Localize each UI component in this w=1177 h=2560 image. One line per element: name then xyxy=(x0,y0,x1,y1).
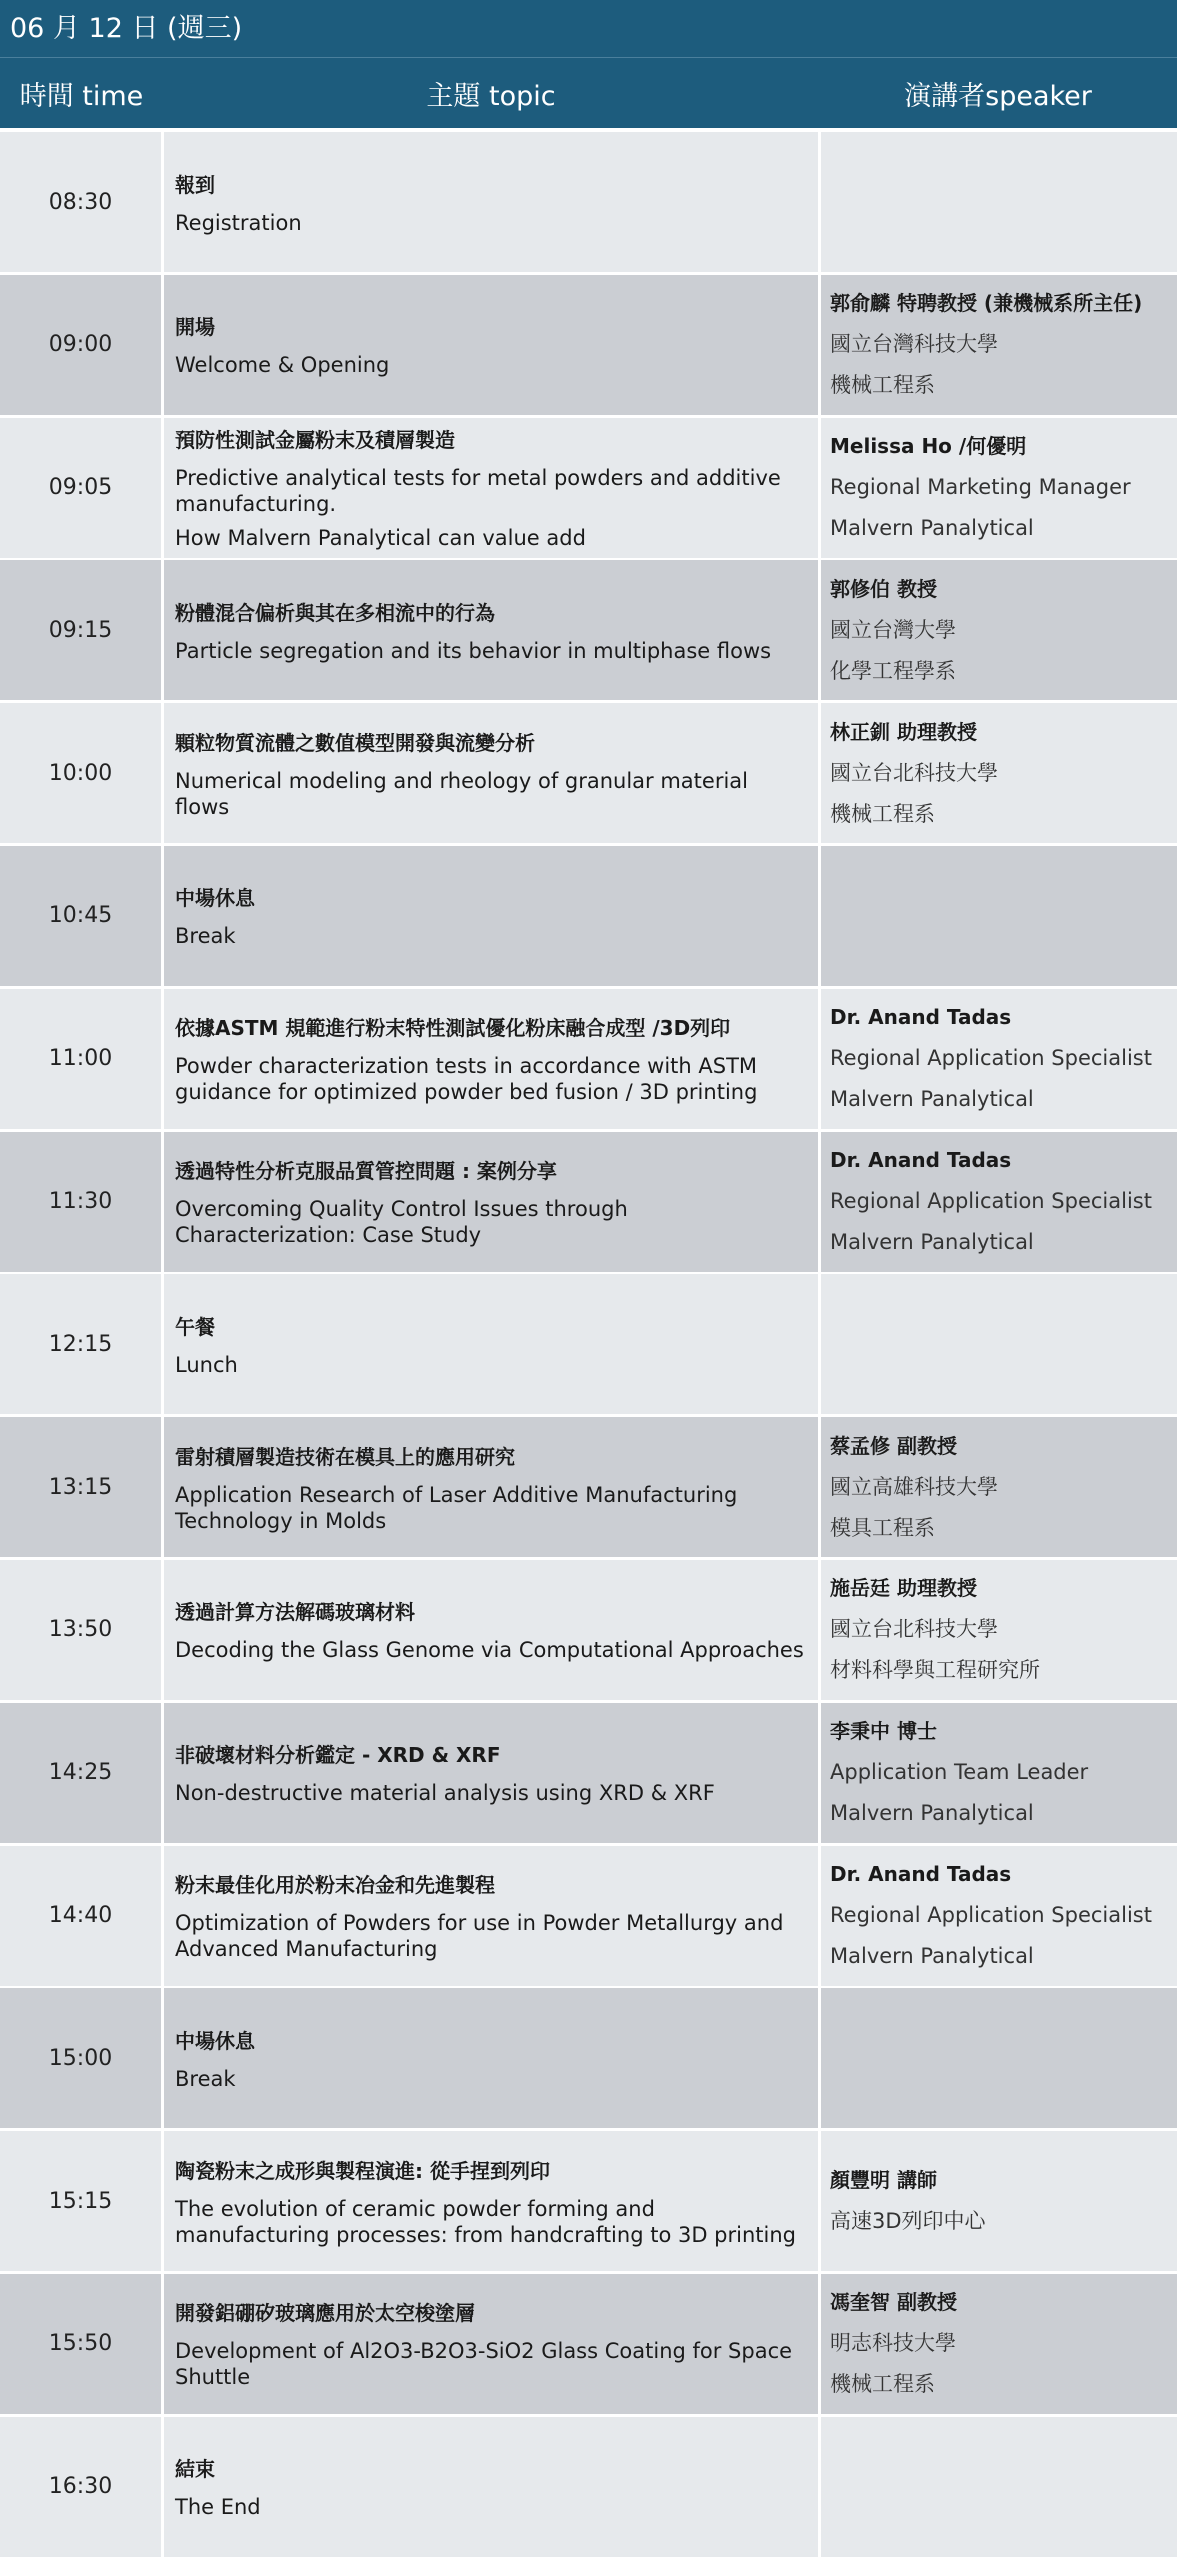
topic-cell xyxy=(164,2131,818,2271)
speaker-affiliation: Regional Application Specialist xyxy=(830,1189,1152,1214)
speaker-cell xyxy=(821,1560,1177,1700)
speaker-department: 機械工程系 xyxy=(830,801,935,826)
topic-chinese: 顆粒物質流體之數值模型開發與流變分析 xyxy=(175,730,535,755)
speaker-name: Dr. Anand Tadas xyxy=(830,1862,1012,1887)
session-time: 11:00 xyxy=(48,1046,113,1072)
speaker-department: 材料科學與工程研究所 xyxy=(830,1658,1040,1683)
table-row xyxy=(0,989,1177,1129)
speaker-name: 郭修伯 教授 xyxy=(830,576,937,601)
topic-cell xyxy=(164,1274,818,1414)
topic-english: Development of Al2O3-B2O3-SiO2 Glass Coating for Space Shuttle xyxy=(175,2339,793,2390)
time-cell xyxy=(0,846,161,986)
topic-chinese: 依據ASTM 規範進行粉末特性測試優化粉床融合成型 /3D列印 xyxy=(175,1016,731,1041)
topic-chinese: 結束 xyxy=(175,2457,215,2482)
table-row xyxy=(0,2417,1177,2557)
topic-chinese: 午餐 xyxy=(175,1314,215,1339)
topic-cell xyxy=(164,1988,818,2128)
topic-english: Particle segregation and its behavior in multiphase flows xyxy=(175,638,772,663)
speaker-affiliation: 國立台灣科技大學 xyxy=(830,332,998,357)
topic-chinese: 粉體混合偏析與其在多相流中的行為 xyxy=(175,600,495,625)
speaker-affiliation: 高速3D列印中心 xyxy=(830,2209,986,2234)
topic-english: Break xyxy=(175,2066,236,2091)
topic-english: Application Research of Laser Additive Manufacturing Technology in Molds xyxy=(175,1482,738,1533)
topic-english: Optimization of Powders for use in Powder Metallurgy and Advanced Manufacturing xyxy=(175,1911,784,1962)
session-time: 09:00 xyxy=(48,332,113,358)
speaker-department: Malvern Panalytical xyxy=(830,1087,1034,1112)
speaker-affiliation: 明志科技大學 xyxy=(830,2331,956,2356)
table-row xyxy=(0,2274,1177,2414)
topic-cell xyxy=(164,2417,818,2557)
session-time: 12:15 xyxy=(48,1331,113,1357)
topic-english: Overcoming Quality Control Issues through Characterization: Case Study xyxy=(175,1197,628,1248)
speaker-cell xyxy=(821,2417,1177,2557)
time-cell xyxy=(0,1988,161,2128)
table-row xyxy=(0,1132,1177,1272)
topic-chinese: 陶瓷粉末之成形與製程演進: 從手捏到列印 xyxy=(175,2158,550,2183)
speaker-department: Malvern Panalytical xyxy=(830,516,1034,541)
topic-english: The evolution of ceramic powder forming and manufacturing processes: from handcrafting to 3D printing xyxy=(175,2196,796,2247)
speaker-department: 模具工程系 xyxy=(830,1515,935,1540)
session-time: 10:45 xyxy=(48,903,113,929)
topic-chinese: 透過計算方法解碼玻璃材料 xyxy=(175,1600,415,1625)
topic-cell xyxy=(164,1846,818,1986)
topic-cell xyxy=(164,1417,818,1557)
header-speaker: 演講者speaker xyxy=(904,80,1092,112)
topic-cell xyxy=(164,275,818,415)
topic-cell xyxy=(164,1560,818,1700)
speaker-cell xyxy=(821,1988,1177,2128)
time-cell xyxy=(0,1703,161,1843)
speaker-department: Malvern Panalytical xyxy=(830,1801,1034,1826)
table-row xyxy=(0,560,1177,700)
topic-cell xyxy=(164,1703,818,1843)
time-cell xyxy=(0,418,161,558)
topic-english-subline: How Malvern Panalytical can value add xyxy=(175,526,586,551)
speaker-cell xyxy=(821,703,1177,843)
session-time: 10:00 xyxy=(48,760,113,786)
speaker-affiliation: 國立高雄科技大學 xyxy=(830,1474,998,1499)
speaker-cell xyxy=(821,2274,1177,2414)
table-row xyxy=(0,418,1177,558)
time-cell xyxy=(0,2131,161,2271)
table-row xyxy=(0,1560,1177,1700)
time-cell xyxy=(0,703,161,843)
session-time: 09:05 xyxy=(48,475,113,501)
topic-english: Break xyxy=(175,924,236,949)
speaker-name: Dr. Anand Tadas xyxy=(830,1005,1012,1030)
speaker-affiliation: 國立台北科技大學 xyxy=(830,760,998,785)
time-cell xyxy=(0,560,161,700)
topic-chinese: 粉末最佳化用於粉末冶金和先進製程 xyxy=(175,1873,495,1898)
speaker-cell xyxy=(821,1274,1177,1414)
time-cell xyxy=(0,989,161,1129)
topic-chinese: 預防性測試金屬粉末及積層製造 xyxy=(175,428,455,453)
topic-cell xyxy=(164,703,818,843)
table-row xyxy=(0,132,1177,272)
speaker-department: 化學工程學系 xyxy=(830,658,956,683)
topic-english: Decoding the Glass Genome via Computational Approaches xyxy=(175,1638,804,1663)
speaker-name: 顏豐明 講師 xyxy=(830,2168,937,2193)
topic-cell xyxy=(164,418,818,558)
topic-english: Powder characterization tests in accordance with ASTM guidance for optimized powder bed fusion / 3D printing xyxy=(175,1054,758,1105)
speaker-cell xyxy=(821,418,1177,558)
topic-english: Non-destructive material analysis using XRD & XRF xyxy=(175,1781,715,1806)
session-time: 15:15 xyxy=(48,2188,113,2214)
speaker-cell xyxy=(821,560,1177,700)
speaker-department: 機械工程系 xyxy=(830,373,935,398)
time-cell xyxy=(0,1560,161,1700)
session-time: 13:15 xyxy=(48,1474,113,1500)
speaker-cell xyxy=(821,132,1177,272)
time-cell xyxy=(0,132,161,272)
speaker-affiliation: Application Team Leader xyxy=(830,1760,1089,1785)
time-cell xyxy=(0,1274,161,1414)
topic-chinese: 雷射積層製造技術在模具上的應用研究 xyxy=(175,1444,515,1469)
topic-chinese: 透過特性分析克服品質管控問題 : 案例分享 xyxy=(175,1159,557,1184)
speaker-department: 機械工程系 xyxy=(830,2372,935,2397)
topic-cell xyxy=(164,2274,818,2414)
time-cell xyxy=(0,275,161,415)
topic-english: The End xyxy=(175,2495,261,2520)
table-header xyxy=(0,58,1177,128)
topic-chinese: 中場休息 xyxy=(175,2028,255,2053)
speaker-name: 郭俞麟 特聘教授 (兼機械系所主任) xyxy=(830,291,1143,316)
table-row xyxy=(0,1988,1177,2128)
topic-chinese: 非破壞材料分析鑑定 - XRD & XRF xyxy=(175,1743,501,1768)
speaker-cell xyxy=(821,989,1177,1129)
session-time: 15:00 xyxy=(48,2045,113,2071)
session-time: 09:15 xyxy=(48,617,113,643)
schedule-table xyxy=(0,132,1177,2560)
speaker-affiliation: Regional Application Specialist xyxy=(830,1903,1152,1928)
session-time: 08:30 xyxy=(48,189,113,215)
session-time: 16:30 xyxy=(48,2474,113,2500)
table-row xyxy=(0,1274,1177,1414)
speaker-affiliation: 國立台北科技大學 xyxy=(830,1617,998,1642)
topic-chinese: 報到 xyxy=(175,172,215,197)
topic-chinese: 開發鋁硼矽玻璃應用於太空梭塗層 xyxy=(175,2301,475,2326)
header-topic: 主題 topic xyxy=(426,80,556,112)
speaker-name: 馮奎智 副教授 xyxy=(830,2290,957,2315)
speaker-department: Malvern Panalytical xyxy=(830,1230,1034,1255)
speaker-affiliation: Regional Marketing Manager xyxy=(830,475,1131,500)
session-time: 14:25 xyxy=(48,1760,113,1786)
speaker-name: 施岳廷 助理教授 xyxy=(830,1576,977,1601)
speaker-cell xyxy=(821,1132,1177,1272)
table-row xyxy=(0,703,1177,843)
topic-cell xyxy=(164,846,818,986)
topic-cell xyxy=(164,989,818,1129)
topic-cell xyxy=(164,132,818,272)
topic-chinese: 開場 xyxy=(175,315,215,340)
table-row xyxy=(0,1417,1177,1557)
session-time: 11:30 xyxy=(48,1189,113,1215)
session-time: 13:50 xyxy=(48,1617,113,1643)
page-title: 06 月 12 日 (週三) xyxy=(0,0,1177,58)
speaker-cell xyxy=(821,275,1177,415)
speaker-name: 林正釧 助理教授 xyxy=(830,719,977,744)
topic-cell xyxy=(164,560,818,700)
speaker-name: Melissa Ho /何優明 xyxy=(830,434,1027,459)
table-row xyxy=(0,1703,1177,1843)
speaker-department: Malvern Panalytical xyxy=(830,1944,1034,1969)
session-time: 15:50 xyxy=(48,2331,113,2357)
speaker-affiliation: Regional Application Specialist xyxy=(830,1046,1152,1071)
table-row xyxy=(0,2131,1177,2271)
time-cell xyxy=(0,1132,161,1272)
header-time: 時間 time xyxy=(19,80,144,112)
speaker-cell xyxy=(821,2131,1177,2271)
table-row xyxy=(0,846,1177,986)
speaker-name: Dr. Anand Tadas xyxy=(830,1148,1012,1173)
speaker-name: 蔡孟修 副教授 xyxy=(830,1433,957,1458)
speaker-cell xyxy=(821,1417,1177,1557)
topic-english: Predictive analytical tests for metal powders and additive manufacturing. xyxy=(175,466,781,517)
time-cell xyxy=(0,2417,161,2557)
topic-chinese: 中場休息 xyxy=(175,886,255,911)
topic-english: Welcome & Opening xyxy=(175,353,390,378)
topic-english: Numerical modeling and rheology of granular material flows xyxy=(175,768,748,819)
table-row xyxy=(0,1846,1177,1986)
time-cell xyxy=(0,1846,161,1986)
speaker-affiliation: 國立台灣大學 xyxy=(830,617,956,642)
speaker-cell xyxy=(821,846,1177,986)
speaker-cell xyxy=(821,1846,1177,1986)
topic-english: Lunch xyxy=(175,1352,238,1377)
speaker-name: 李秉中 博士 xyxy=(830,1719,937,1744)
table-row xyxy=(0,275,1177,415)
speaker-cell xyxy=(821,1703,1177,1843)
session-time: 14:40 xyxy=(48,1903,113,1929)
topic-english: Registration xyxy=(175,210,302,235)
topic-cell xyxy=(164,1132,818,1272)
time-cell xyxy=(0,1417,161,1557)
time-cell xyxy=(0,2274,161,2414)
